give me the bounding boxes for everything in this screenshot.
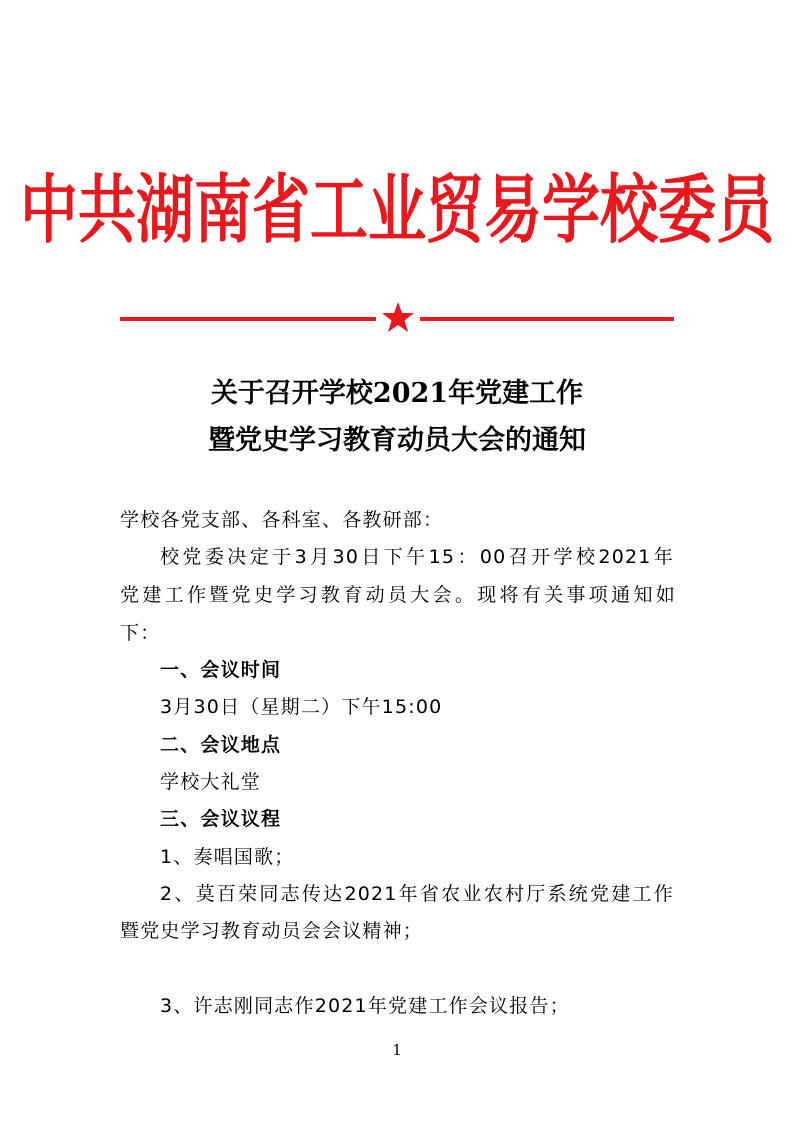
section-heading-agenda: 三、会议议程 <box>160 808 282 830</box>
intro-paragraph-line-3: 下： <box>120 622 161 644</box>
section-heading-location: 二、会议地点 <box>160 734 282 756</box>
agenda-item-1: 1、奏唱国歌； <box>160 846 295 868</box>
section-content-time: 3月30日（星期二）下午15:00 <box>160 696 443 718</box>
agenda-item-2-line-1 <box>160 875 678 913</box>
red-star-icon <box>381 300 415 334</box>
section-content-location: 学校大礼堂 <box>160 771 262 793</box>
salutation: 学校各党支部、各科室、各教研部： <box>120 509 444 531</box>
intro-line-2-text: 党建工作暨党史学习教育动员大会。现将有关事项通知如 <box>120 584 676 606</box>
agenda-item-2-line-2: 暨党史学习教育动员会会议精神； <box>120 920 424 942</box>
document-title-line-1: 关于召开学校2021年党建工作 <box>210 378 584 409</box>
section-heading-time: 一、会议时间 <box>160 659 282 681</box>
document-title-line-2: 暨党史学习教育动员大会的通知 <box>208 425 586 456</box>
red-rule-left <box>120 317 376 321</box>
agenda-item-2-line-1-text: 2、莫百荣同志传达2021年省农业农村厅系统党建工作 <box>160 883 674 905</box>
agenda-item-3: 3、许志刚同志作2021年党建工作会议报告； <box>160 995 570 1017</box>
page-number: 1 <box>392 1041 402 1059</box>
masthead-title-text: 中共湖南省工业贸易学校委员 <box>19 166 774 254</box>
intro-line-1-text: 校党委决定于3月30日下午15：00召开学校2021年 <box>160 546 674 568</box>
red-rule-right <box>420 317 674 321</box>
masthead-title <box>0 160 794 260</box>
intro-paragraph-line-1 <box>160 538 678 576</box>
intro-paragraph-line-2 <box>120 576 680 614</box>
